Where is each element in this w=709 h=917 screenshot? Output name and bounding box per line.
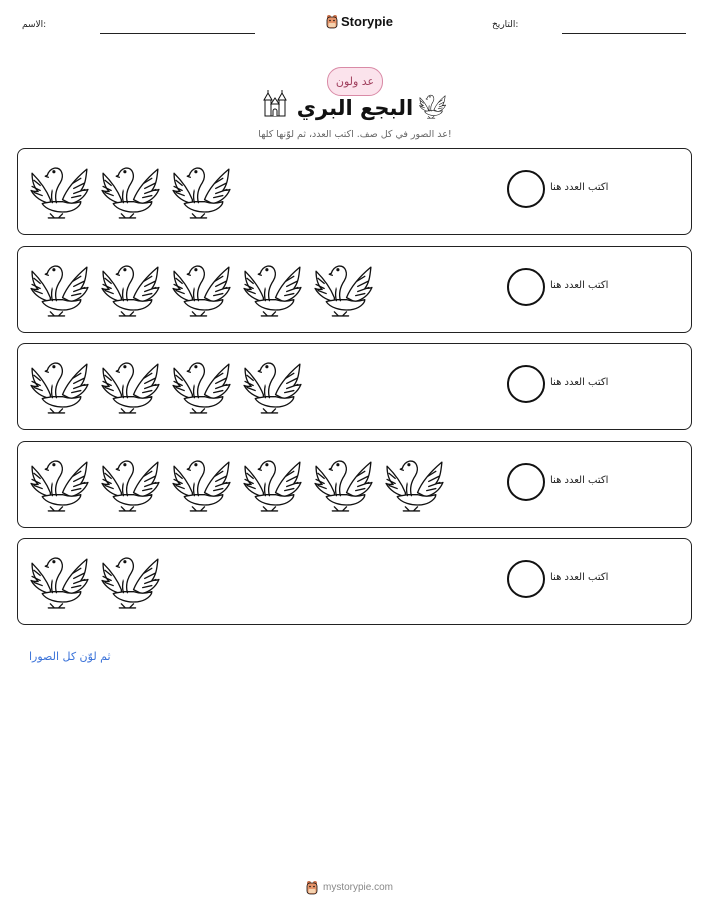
date-label: التاريخ: xyxy=(492,20,519,30)
swan-icon[interactable] xyxy=(312,452,377,517)
date-line[interactable] xyxy=(562,33,686,34)
swan-icon[interactable] xyxy=(170,354,235,419)
swan-icon[interactable] xyxy=(28,354,93,419)
name-label: الاسم: xyxy=(22,20,47,30)
swan-icon[interactable] xyxy=(28,159,93,224)
swan-icon[interactable] xyxy=(99,549,164,614)
answer-circle[interactable] xyxy=(507,170,545,208)
counting-row xyxy=(17,441,692,528)
answer-circle[interactable] xyxy=(507,268,545,306)
swan-icon[interactable] xyxy=(170,257,235,322)
bear-logo-icon xyxy=(326,14,338,29)
answer-circle[interactable] xyxy=(507,560,545,598)
counting-row xyxy=(17,343,692,430)
counting-row xyxy=(17,246,692,333)
swan-icon[interactable] xyxy=(28,452,93,517)
swan-group xyxy=(28,549,164,614)
swan-icon[interactable] xyxy=(99,257,164,322)
answer-label: اكتب العدد هنا xyxy=(550,279,609,291)
answer-circle[interactable] xyxy=(507,463,545,501)
instructions: عد الصور في كل صف. اكتب العدد، ثم لوّنها كلها! xyxy=(258,129,452,140)
brand-logo xyxy=(326,14,393,29)
site-url[interactable]: mystorypie.com xyxy=(323,882,394,893)
counting-row xyxy=(17,148,692,235)
counting-row xyxy=(17,538,692,625)
swan-group xyxy=(28,354,306,419)
swan-icon[interactable] xyxy=(312,257,377,322)
bear-logo-icon xyxy=(306,880,318,895)
answer-label: اكتب العدد هنا xyxy=(550,474,609,486)
swan-icon[interactable] xyxy=(99,159,164,224)
swan-group xyxy=(28,452,448,517)
swan-icon[interactable] xyxy=(28,257,93,322)
site-footer xyxy=(306,880,393,895)
brand-name: Storypie xyxy=(341,14,394,29)
castle-icon xyxy=(262,90,288,118)
swan-icon[interactable] xyxy=(383,452,448,517)
swan-icon[interactable] xyxy=(170,159,235,224)
swan-icon[interactable] xyxy=(28,549,93,614)
swan-group xyxy=(28,159,235,224)
swan-icon[interactable] xyxy=(241,452,306,517)
swan-icon xyxy=(417,91,449,121)
page-title: البجع البري xyxy=(296,96,414,120)
swan-icon[interactable] xyxy=(170,452,235,517)
swan-icon[interactable] xyxy=(99,354,164,419)
answer-label: اكتب العدد هنا xyxy=(550,572,609,583)
answer-circle[interactable] xyxy=(507,365,545,403)
swan-group xyxy=(28,257,377,322)
swan-icon[interactable] xyxy=(99,452,164,517)
answer-label: اكتب العدد هنا xyxy=(550,377,609,388)
swan-icon[interactable] xyxy=(241,354,306,419)
activity-badge: عد ولون xyxy=(327,67,383,96)
answer-label: اكتب العدد هنا xyxy=(550,182,609,193)
footer-note: ثم لوّن كل الصورا xyxy=(29,650,111,663)
swan-icon[interactable] xyxy=(241,257,306,322)
name-line[interactable] xyxy=(100,33,255,34)
